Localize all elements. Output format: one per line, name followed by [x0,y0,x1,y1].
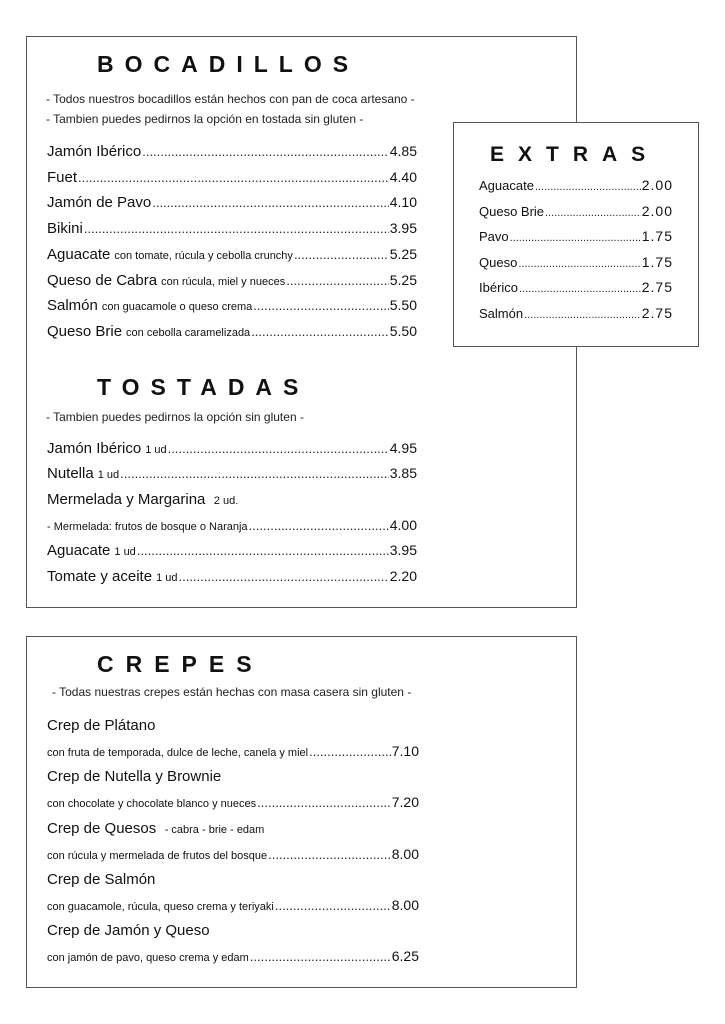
item-name: Ibérico [479,280,519,295]
extras-panel [453,122,699,347]
crepe-title [47,768,221,786]
item-name: Queso [479,255,518,270]
leader-dots [524,305,641,323]
leader-dots [275,897,391,915]
menu-item [47,846,419,864]
item-price: 2.00 [641,177,673,193]
leader-dots [268,846,391,864]
item-name: Queso Brie [47,323,123,340]
item-name: Aguacate [47,246,111,263]
menu-item [47,465,417,483]
crepes-panel [26,636,577,988]
leader-dots [137,542,389,560]
leader-dots [84,220,389,238]
leader-dots [519,279,641,297]
item-price: 1.75 [641,254,673,270]
crepe-title [47,871,155,889]
item-name: Salmón [479,306,524,321]
mermelada-title [47,491,238,509]
bocadillos-note-2: - Tambien puedes pedirnos la opción en tostada sin gluten - [46,112,364,126]
leader-dots [535,177,641,195]
menu-item [47,568,417,586]
item-price: 2.20 [389,568,417,584]
item-price: 4.40 [389,169,417,185]
item-price: 2.75 [641,305,673,321]
menu-item [47,794,419,812]
item-name: Crep de Plátano [47,717,156,734]
crepes-note: - Todas nuestras crepes están hechas con masa casera sin gluten - [52,685,412,699]
item-price: 4.10 [389,194,417,210]
leader-dots [257,794,391,812]
extra-item [479,203,673,221]
item-name: Crep de Salmón [47,871,156,888]
item-price: 4.00 [389,517,417,533]
tostadas-note: - Tambien puedes pedirnos la opción sin gluten - [46,410,304,424]
menu-item [47,246,417,264]
menu-item [47,743,419,761]
item-price: 4.85 [389,143,417,159]
item-name: Aguacate [47,542,111,559]
menu-item [47,143,417,161]
item-description: con guacamole, rúcula, queso crema y teriyaki [47,901,274,913]
menu-item [47,297,417,315]
menu-item [47,517,417,535]
item-description: 2 ud. [213,495,239,507]
item-price: 8.00 [391,846,419,862]
item-price: 8.00 [391,897,419,913]
leader-dots [78,169,389,187]
item-price: 5.50 [389,323,417,339]
item-description: 1 ud [156,572,178,584]
menu-item [47,897,419,915]
menu-item [47,440,417,458]
crepe-title [47,717,155,735]
extra-item [479,279,673,297]
item-description: con rúcula, miel y nueces [161,276,286,288]
leader-dots [152,194,389,212]
crepe-title [47,820,264,838]
leader-dots [142,143,389,161]
item-price: 5.50 [389,297,417,313]
item-name: Jamón Ibérico [47,440,142,457]
item-name: Mermelada y Margarina [47,491,206,508]
item-price: 3.85 [389,465,417,481]
menu-item [47,194,417,212]
item-description: con tomate, rúcula y cebolla crunchy [114,250,293,262]
item-name: Aguacate [479,178,534,193]
leader-dots [120,465,389,483]
item-description: con cebolla caramelizada [126,327,251,339]
item-name: Tomate y aceite [47,568,153,585]
leader-dots [168,440,389,458]
menu-item [47,948,419,966]
extra-item [479,254,673,272]
item-description: 1 ud [114,546,136,558]
leader-dots [178,568,388,586]
item-price: 3.95 [389,220,417,236]
menu-item [47,323,417,341]
item-price: 5.25 [389,246,417,262]
extras-heading: EXTRAS [490,143,660,166]
item-name: Jamón de Pavo [47,194,152,211]
leader-dots [518,254,640,272]
item-price: 7.20 [391,794,419,810]
item-price: 4.95 [389,440,417,456]
item-name: Crep de Nutella y Brownie [47,768,222,785]
leader-dots [545,203,641,221]
item-description: con guacamole o queso crema [101,301,253,313]
menu-item [47,169,417,187]
item-name: Bikini [47,220,83,237]
leader-dots [253,297,388,315]
crepes-heading: CREPES [97,651,264,677]
menu-item [47,220,417,238]
item-price: 6.25 [391,948,419,964]
leader-dots [251,323,389,341]
crepe-title [47,922,210,940]
item-price: 1.75 [641,228,673,244]
item-name: Queso de Cabra [47,272,158,289]
item-extra: - cabra - brie - edam [164,824,265,836]
item-name: Pavo [479,229,509,244]
leader-dots [250,948,391,966]
tostadas-heading: TOSTADAS [97,374,310,400]
leader-dots [309,743,391,761]
extra-item [479,228,673,246]
bocadillos-note-1: - Todos nuestros bocadillos están hechos con pan de coca artesano - [46,92,415,106]
item-description: con fruta de temporada, dulce de leche, canela y miel [47,747,309,759]
item-name: Jamón Ibérico [47,143,142,160]
leader-dots [286,272,389,290]
item-price: 2.75 [641,279,673,295]
item-name: Nutella [47,465,94,482]
menu-item [47,542,417,560]
item-price: 7.10 [391,743,419,759]
menu-item [47,272,417,290]
item-price: 5.25 [389,272,417,288]
item-price: 3.95 [389,542,417,558]
bocadillos-heading: BOCADILLOS [97,51,360,77]
item-description: 1 ud [145,444,167,456]
item-description: 1 ud [97,469,120,481]
item-name: Salmón [47,297,98,314]
item-description: - Mermelada: frutos de bosque o Naranja [47,521,248,533]
item-description: con chocolate y chocolate blanco y nueces [47,798,257,810]
item-name: Queso Brie [479,204,545,219]
extra-item [479,305,673,323]
item-description: con rúcula y mermelada de frutos del bosque [47,850,268,862]
item-name: Fuet [47,169,78,186]
item-name: Crep de Quesos [47,820,157,837]
item-name: Crep de Jamón y Queso [47,922,210,939]
leader-dots [249,517,389,535]
leader-dots [294,246,389,264]
item-description: con jamón de pavo, queso crema y edam [47,952,249,964]
item-price: 2.00 [641,203,673,219]
leader-dots [510,228,641,246]
extra-item [479,177,673,195]
